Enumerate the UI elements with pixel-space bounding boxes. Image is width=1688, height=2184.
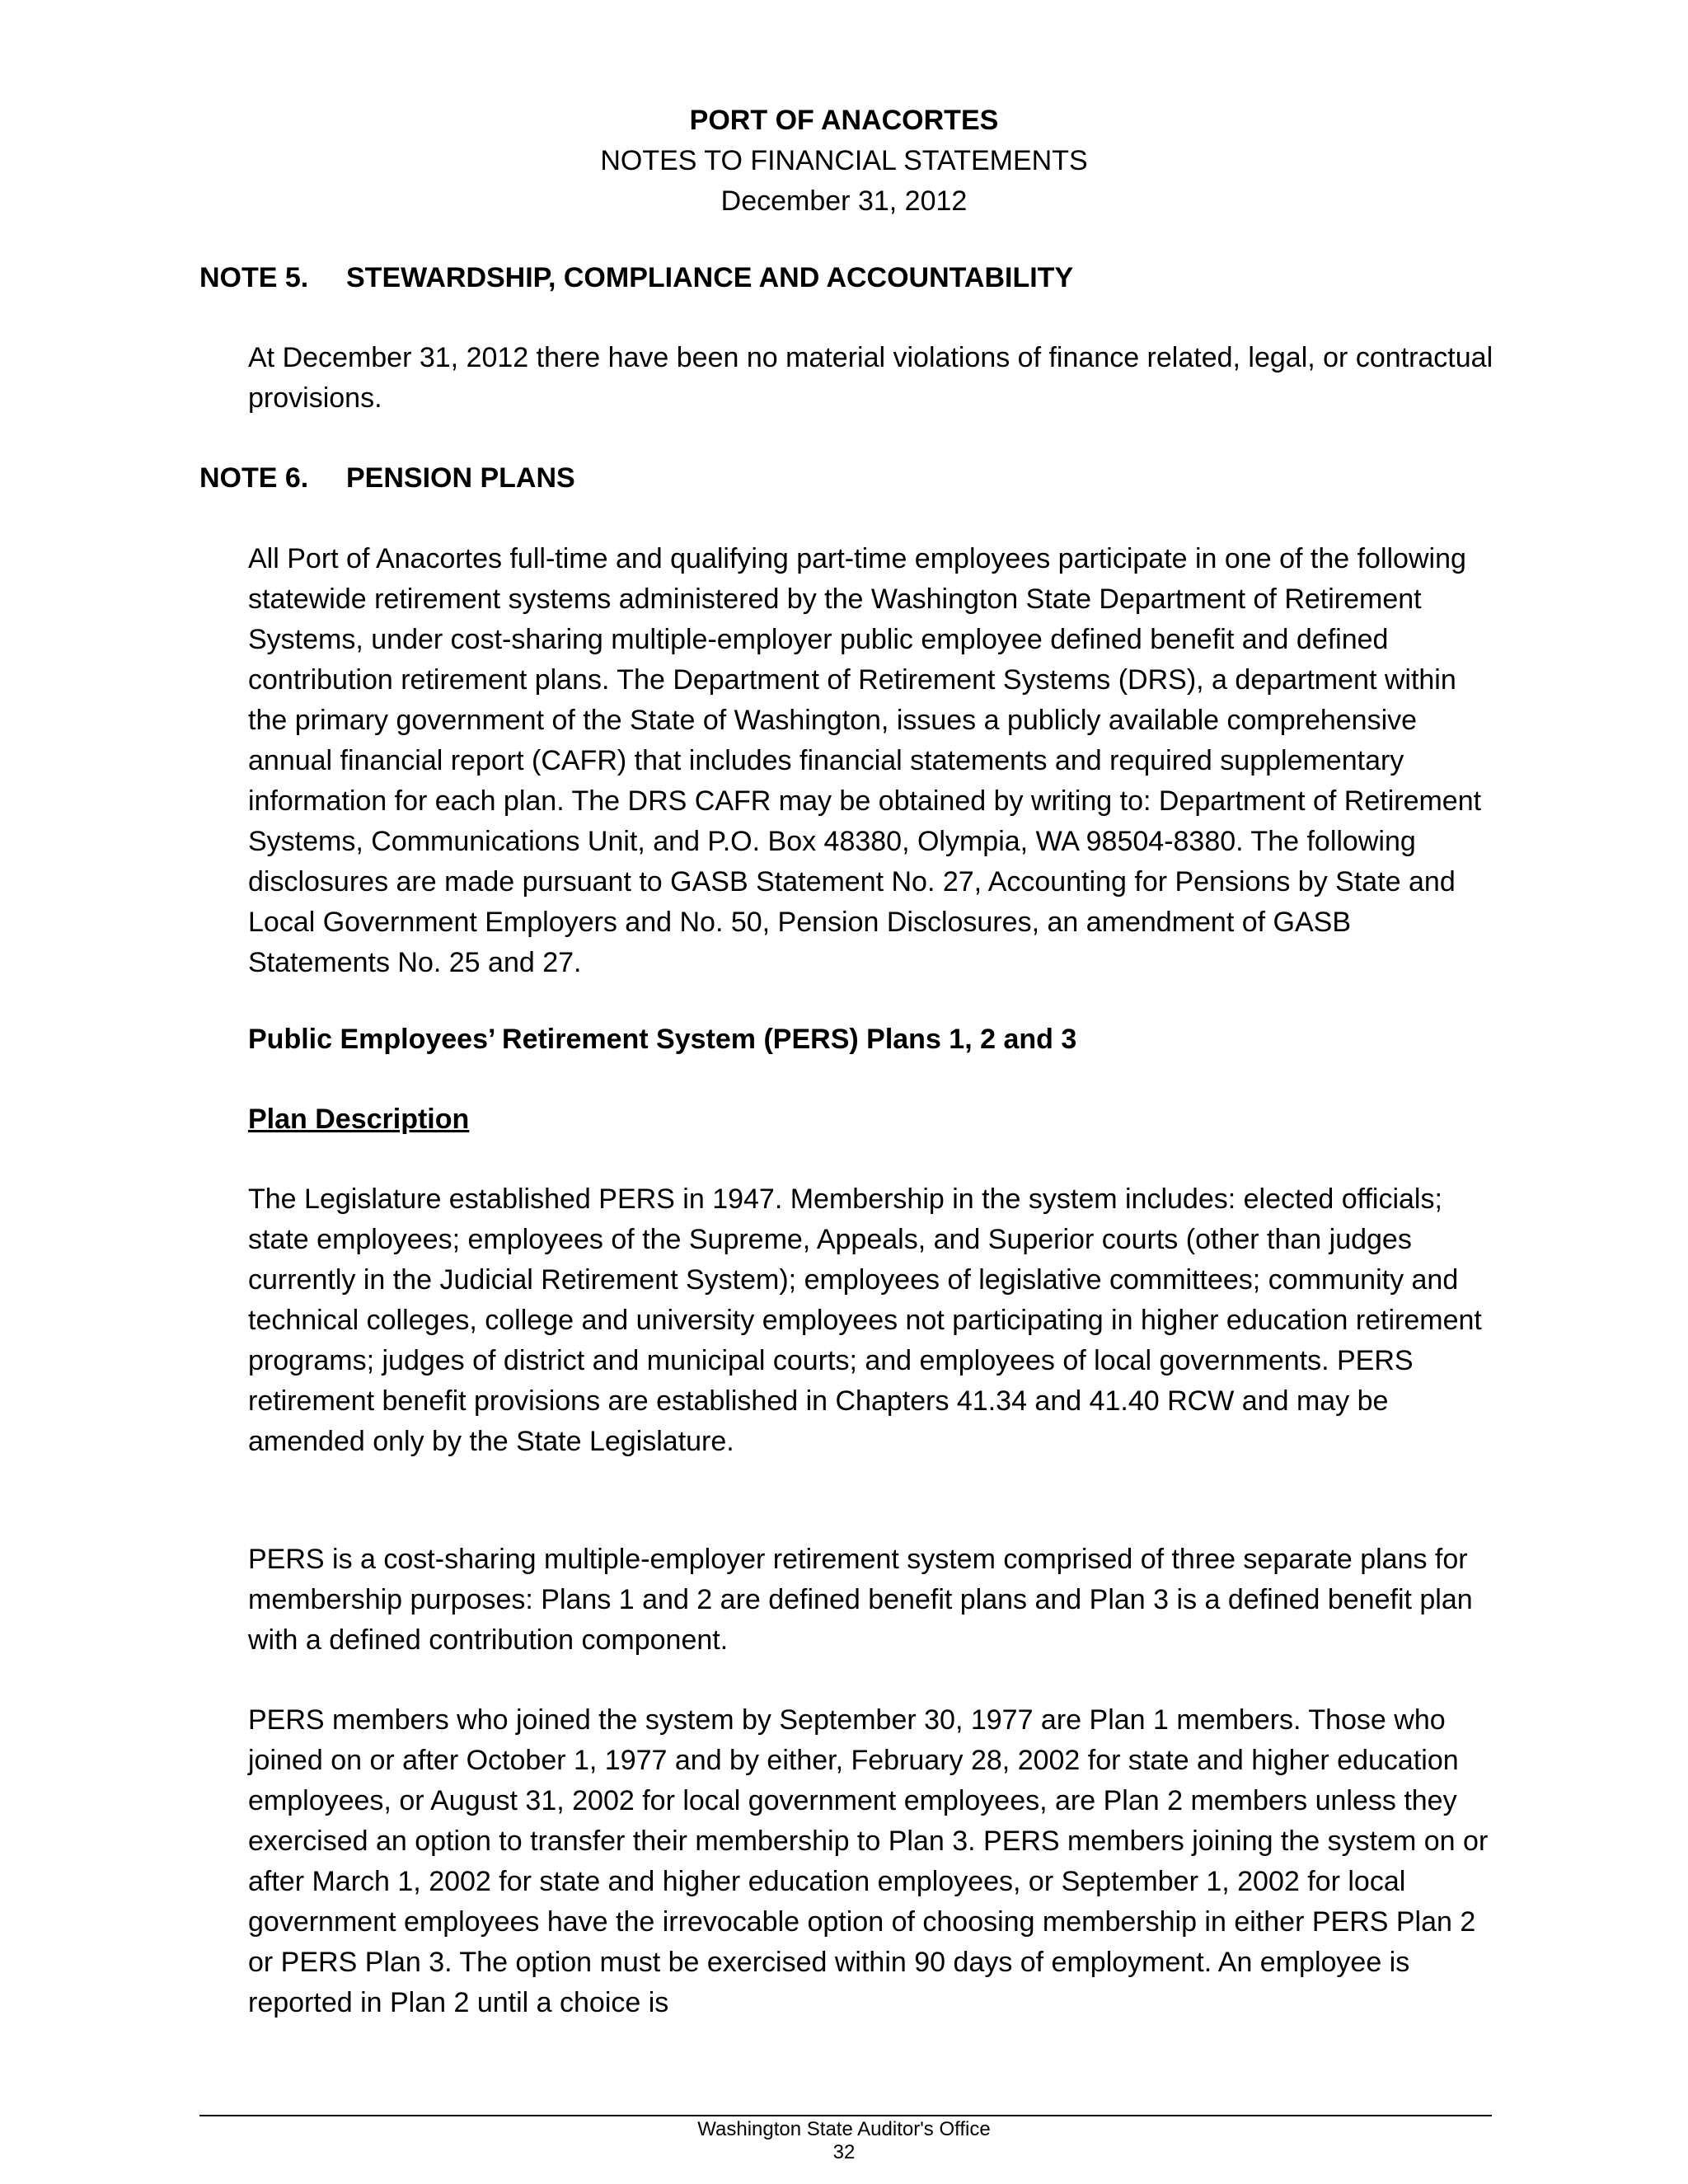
note-5-title: STEWARDSHIP, COMPLIANCE AND ACCOUNTABILITY (346, 262, 1074, 293)
note-6-heading (199, 458, 575, 499)
page-number: 32 (832, 2141, 856, 2163)
page-footer (0, 2118, 1688, 2164)
note-6-title: PENSION PLANS (346, 462, 575, 494)
pers-subheading: Public Employees’ Retirement System (PERS) Plans 1, 2 and 3 (248, 1024, 1077, 1055)
plan-description-paragraph-2: PERS is a cost-sharing multiple-employer retirement system comprised of three separate plans for membership purposes: Plans 1 and 2 are defined benefit plans and Plan 3 is a defined benefit plan with a defined contribution component. (248, 1544, 1473, 1656)
footer-office: Washington State Auditor's Office (697, 2118, 991, 2140)
plan-description-paragraph-1: The Legislature established PERS in 1947. Membership in the system includes: elected officials; state employees; employees of the Supreme, Appeals, and Superior courts (other than judges currently in the Judicial Retirement System); employees of legislative committees; community and technical colleges, college and university employees not participating in higher education retirement programs; judges of district and municipal courts; and employees of local governments. PERS retirement benefit provisions are established in Chapters 41.34 and 41.40 RCW and may be amended only by the State Legislature. (248, 1183, 1482, 1457)
plan-description-paragraph-3: PERS members who joined the system by September 30, 1977 are Plan 1 members. Those who joined on or after October 1, 1977 and by either, February 28, 2002 for state and higher education employees, or August 31, 2002 for local government employees, are Plan 2 members unless they exercised an option to transfer their membership to Plan 3. PERS members joining the system on or after March 1, 2002 for state and higher education employees, or September 1, 2002 for local government employees have the irrevocable option of choosing membership in either PERS Plan 2 or PERS Plan 3. The option must be exercised within 90 days of employment. An employee is reported in Plan 2 until a choice is (248, 1704, 1489, 2018)
organization-name: PORT OF ANACORTES (689, 105, 999, 136)
document-title: NOTES TO FINANCIAL STATEMENTS (600, 145, 1088, 176)
statement-date: December 31, 2012 (720, 185, 968, 217)
footer-divider (199, 2115, 1492, 2116)
note-6-number: NOTE 6. (199, 462, 309, 494)
note-5-paragraph: At December 31, 2012 there have been no material violations of finance related, legal, or contractual provisions. (248, 342, 1493, 414)
plan-description-heading: Plan Description (248, 1104, 470, 1135)
note-6-intro-paragraph: All Port of Anacortes full-time and qualifying part-time employees participate in one of the following statewide retirement systems administered by the Washington State Department of Retirement Systems, under cost-sharing multiple-employer public employee defined benefit and defined contribution retirement plans. The Department of Retirement Systems (DRS), a department within the primary government of the State of Washington, issues a publicly available comprehensive annual financial report (CAFR) that includes financial statements and required supplementary information for each plan. The DRS CAFR may be obtained by writing to: Department of Retirement Systems, Communications Unit, and P.O. Box 48380, Olympia, WA 98504-8380. The following disclosures are made pursuant to GASB Statement No. 27, Accounting for Pensions by State and Local Government Employers and No. 50, Pension Disclosures, an amendment of GASB Statements No. 25 and 27. (248, 543, 1482, 978)
page-header (0, 101, 1688, 222)
note-5-heading (199, 258, 1073, 298)
note-5-number: NOTE 5. (199, 262, 309, 293)
